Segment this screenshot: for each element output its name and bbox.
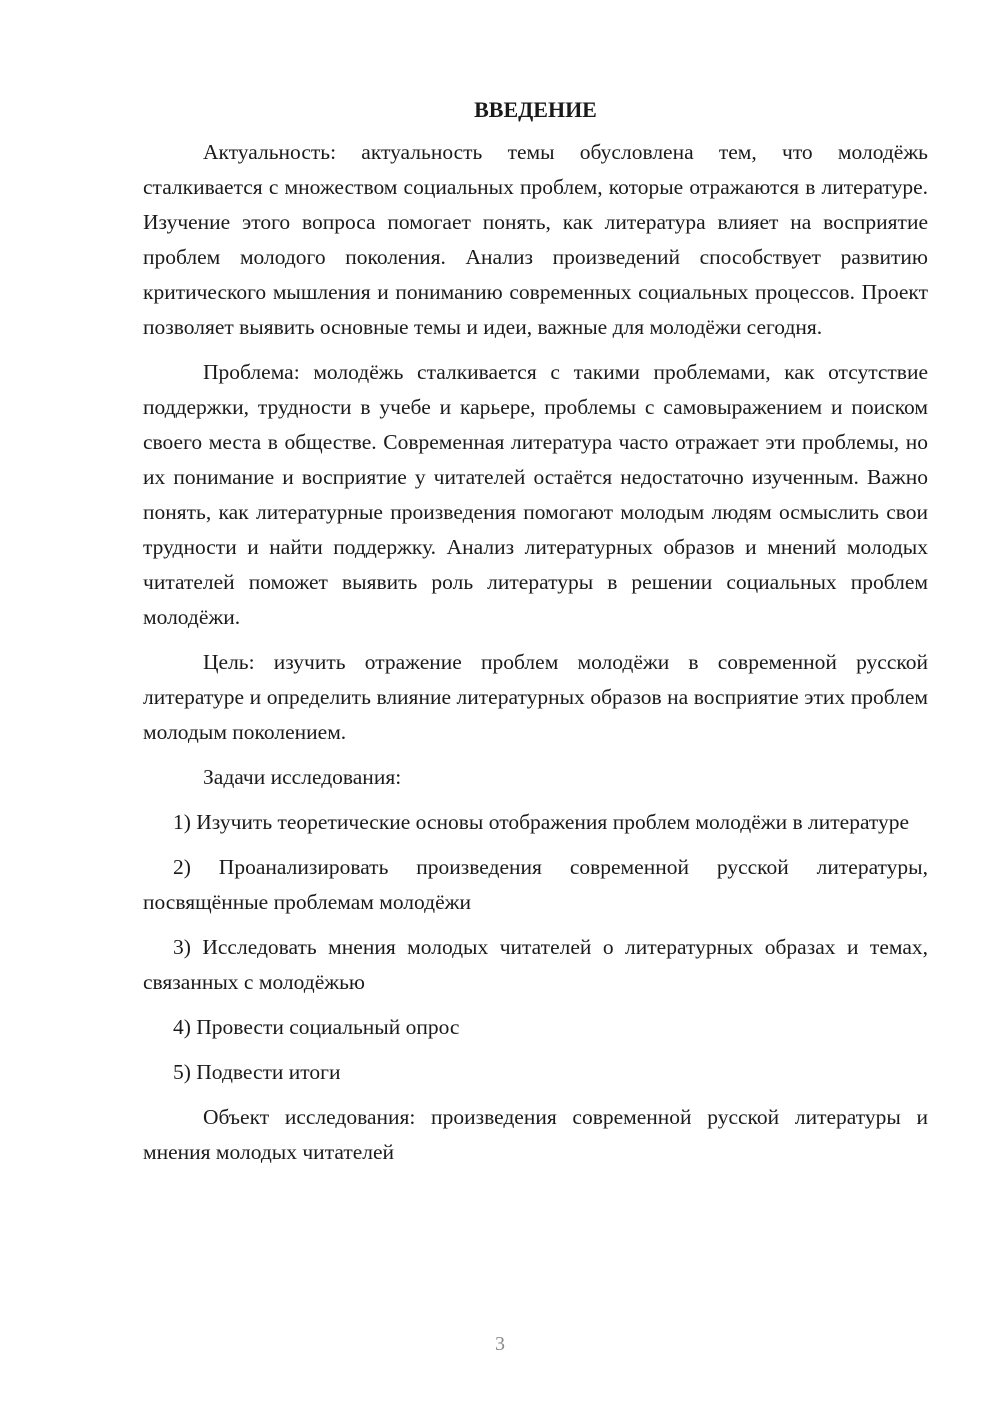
paragraph-object: Объект исследования: произведения современной русской литературы и мнения молодых читателей <box>143 1105 928 1164</box>
task-item-2: 2) Проанализировать произведения современной русской литературы, посвящённые проблемам молодёжи <box>143 855 928 914</box>
paragraph-goal: Цель: изучить отражение проблем молодёжи в современной русской литературе и определить влияние литературных образов на восприятие этих проблем молодым поколением. <box>143 650 928 744</box>
task-item-3: 3) Исследовать мнения молодых читателей о литературных образах и темах, связанных с молодёжью <box>143 935 928 994</box>
task-item-5: 5) Подвести итоги <box>173 1060 341 1084</box>
document-page <box>143 95 928 1170</box>
section-heading: ВВЕДЕНИЕ <box>474 97 597 122</box>
paragraph-problem: Проблема: молодёжь сталкивается с такими проблемами, как отсутствие поддержки, трудности в учебе и карьере, проблемы с самовыражением и поиском своего места в обществе. Современная литература часто отражает эти проблемы, но их понимание и восприятие у читателей остаётся недостаточно изученным. Важно понять, как литературные произведения помогают молодым людям осмыслить свои трудности и найти поддержку. Анализ литературных образов и мнений молодых читателей поможет выявить роль литературы в решении социальных проблем молодёжи. <box>143 360 928 629</box>
tasks-heading: Задачи исследования: <box>203 765 402 789</box>
task-item-4: 4) Провести социальный опрос <box>173 1015 460 1039</box>
paragraph-relevance: Актуальность: актуальность темы обусловлена тем, что молодёжь сталкивается с множеством социальных проблем, которые отражаются в литературе. Изучение этого вопроса помогает понять, как литература влияет на восприятие проблем молодого поколения. Анализ произведений способствует развитию критического мышления и пониманию современных социальных процессов. Проект позволяет выявить основные темы и идеи, важные для молодёжи сегодня. <box>143 140 928 339</box>
page-number: 3 <box>495 1333 505 1355</box>
task-item-1: 1) Изучить теоретические основы отображения проблем молодёжи в литературе <box>173 810 910 834</box>
